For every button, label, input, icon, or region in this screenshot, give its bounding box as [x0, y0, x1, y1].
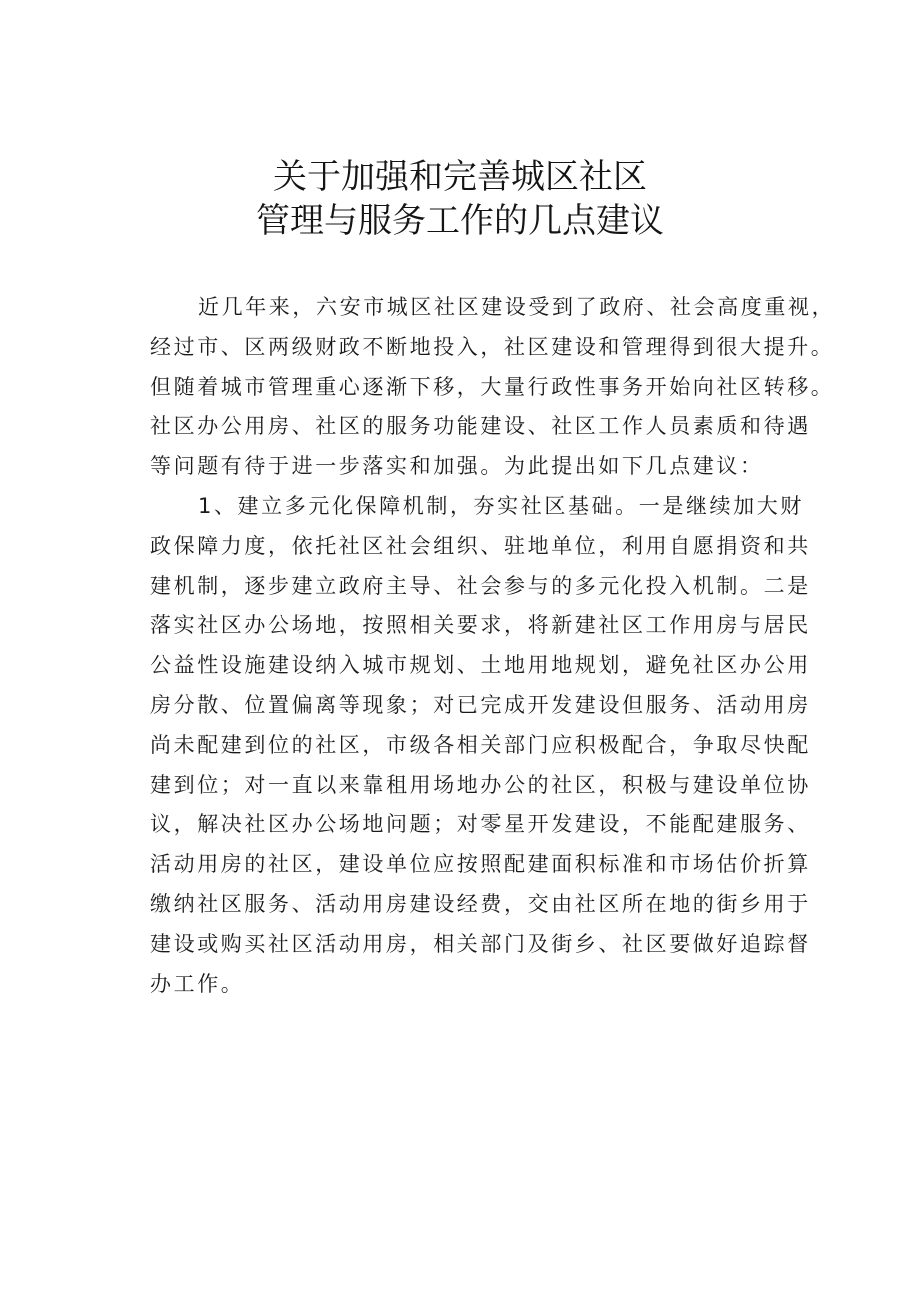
paragraph-2-line-4: 落实社区办公场地，按照相关要求，将新建社区工作用房与居民	[150, 613, 811, 638]
paragraph-1-line-3: 但随着城市管理重心逐渐下移，大量行政性事务开始向社区转移。	[150, 374, 835, 399]
paragraph-1-line-5: 等问题有待于进一步落实和加强。为此提出如下几点建议：	[150, 454, 764, 479]
paragraph-2-line-8: 建到位；对一直以来靠租用场地办公的社区，积极与建设单位协	[150, 772, 811, 797]
paragraph-2-line-12: 建设或购买社区活动用房，相关部门及街乡、社区要做好追踪督	[150, 931, 811, 956]
title-line-1: 关于加强和完善城区社区	[273, 157, 647, 197]
document-body	[150, 288, 836, 1004]
paragraph-2-line-7: 尚未配建到位的社区，市级各相关部门应积极配合，争取尽快配	[150, 732, 811, 757]
paragraph-1-line-1: 近几年来，六安市城区社区建设受到了政府、社会高度重视，	[198, 295, 836, 319]
paragraph-1-line-4: 社区办公用房、社区的服务功能建设、社区工作人员素质和待遇	[150, 414, 811, 439]
paragraph-2-line-5: 公益性设施建设纳入城市规划、土地用地规划，避免社区办公用	[150, 653, 811, 678]
paragraph-2-line-6: 房分散、位置偏离等现象；对已完成开发建设但服务、活动用房	[150, 692, 811, 717]
paragraph-2-line-1: 1、建立多元化保障机制，夯实社区基础。一是继续加大财	[198, 493, 804, 518]
paragraph-2-line-11: 缴纳社区服务、活动用房建设经费，交由社区所在地的街乡用于	[150, 891, 811, 916]
paragraph-2-line-10: 活动用房的社区，建设单位应按照配建面积标准和市场估价折算	[150, 852, 811, 877]
paragraph-1-line-2: 经过市、区两级财政不断地投入，社区建设和管理得到很大提升。	[150, 334, 835, 359]
title-line-2: 管理与服务工作的几点建议	[256, 201, 664, 241]
document-title	[0, 155, 920, 243]
paragraph-2-line-13: 办工作。	[150, 971, 245, 996]
paragraph-2-line-2: 政保障力度，依托社区社会组织、驻地单位，利用自愿捐资和共	[150, 533, 811, 558]
paragraph-2-line-9: 议，解决社区办公场地问题；对零星开发建设，不能配建服务、	[150, 812, 811, 837]
paragraph-2-line-3: 建机制，逐步建立政府主导、社会参与的多元化投入机制。二是	[150, 573, 811, 598]
